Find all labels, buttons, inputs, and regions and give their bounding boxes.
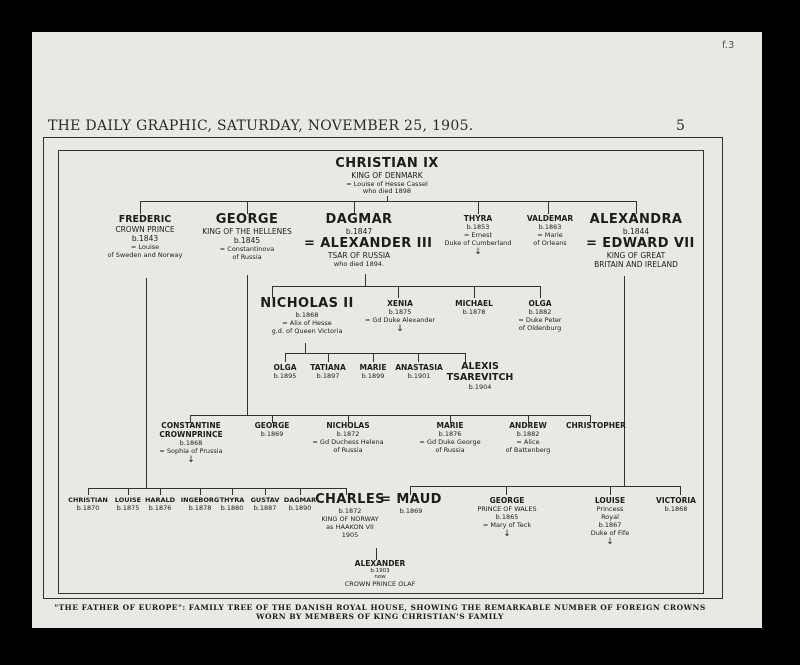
caption-line-2: WORN BY MEMBERS OF KING CHRISTIAN'S FAMILY (256, 612, 504, 621)
grand-duchess-anastasia (393, 363, 445, 380)
olga-ogdenburg (500, 299, 580, 332)
dagmar-line (365, 274, 366, 286)
alexandra-spouse-realm: BRITAIN AND IRELAND (594, 260, 678, 269)
george-greek-name: GEORGE (254, 421, 290, 430)
ch-drop-3 (373, 353, 374, 362)
valdemar-born: b.1863 (538, 223, 562, 231)
george-name: GEORGE (215, 212, 279, 227)
nicholas-spouse-note: g.d. of Queen Victoria (271, 327, 343, 335)
d-drop-1 (88, 488, 89, 495)
xenia-spouse: = Gd Duke Alexander (364, 316, 436, 324)
victoria-name: VICTORIA (656, 496, 696, 505)
frederic (95, 214, 195, 259)
gen1-bar (140, 201, 636, 202)
gen3-bar (285, 353, 465, 354)
root-spouse: = Louise of Hesse Cassel (346, 180, 428, 188)
corner-note: f.3 (722, 40, 735, 51)
xenia (350, 299, 450, 334)
ch-drop-2 (328, 353, 329, 362)
princess-victoria (650, 496, 702, 513)
frederic-title: CROWN PRINCE (115, 225, 175, 234)
charles-year: 1905 (341, 531, 359, 539)
nicholas-greek-name: NICHOLAS (326, 421, 370, 430)
d-drop-3 (160, 488, 161, 495)
alexis-title: TSAREVITCH (446, 372, 514, 383)
pow-name: GEORGE (489, 496, 525, 505)
xenia-name: XENIA (387, 299, 413, 308)
charles-name: CHARLES (315, 492, 385, 507)
olga-spouse-house: of Oldenburg (518, 324, 562, 332)
alexandra-spouse: = EDWARD VII (586, 236, 695, 251)
valdemar (515, 214, 585, 247)
valdemar-spouse-house: of Orleans (533, 239, 567, 247)
b-drop-3 (610, 486, 611, 495)
andrew-spouse: = Alice (516, 438, 540, 446)
louise-born: b.1867 (598, 521, 622, 529)
dk-louise (111, 496, 145, 512)
dagmar-spouse-title: TSAR OF RUSSIA (327, 251, 391, 260)
princess-louise (580, 496, 640, 547)
dagmar-born: b.1847 (345, 227, 373, 236)
dk-born: b.1880 (220, 504, 244, 512)
alexander-born: b.1903 (370, 568, 390, 574)
greek-bar (190, 415, 590, 416)
frederic-drop (140, 201, 141, 214)
prince-christopher (560, 421, 632, 430)
thyra-spouse-title: Duke of Cumberland (444, 239, 512, 247)
dk-name: LOUISE (114, 496, 142, 504)
nicholas-spouse: = Alix of Hesse (282, 319, 332, 327)
thyra-spouse: = Ernest (463, 231, 493, 239)
marie-greek-spouse-house: of Russia (435, 446, 465, 454)
marie-greek-name: MARIE (436, 421, 464, 430)
dk-born: b.1870 (76, 504, 100, 512)
george-born: b.1845 (233, 236, 261, 245)
constantine-title: CROWNPRINCE (159, 430, 223, 439)
constantine-born: b.1868 (179, 439, 203, 447)
louise-title-2: Royal (601, 513, 619, 521)
victoria-born: b.1868 (664, 505, 688, 513)
valdemar-spouse: = Marie (537, 231, 563, 239)
marie-greek-spouse: = Gd Duke George (419, 438, 481, 446)
michael-name: MICHAEL (455, 299, 493, 308)
dk-born: b.1887 (253, 504, 277, 512)
dk-harald (143, 496, 177, 512)
gen2-bar (272, 286, 540, 287)
b-drop-4 (680, 486, 681, 495)
british-bar (410, 486, 680, 487)
alexis-born: b.1904 (468, 383, 492, 391)
olga-born: b.1882 (528, 308, 552, 316)
michael (444, 299, 504, 316)
dk-name: HARALD (144, 496, 176, 504)
charles-born: b.1872 (338, 507, 362, 515)
thyra-name: THYRA (463, 214, 493, 223)
olga-drop (540, 286, 541, 298)
dk-born: b.1876 (148, 504, 172, 512)
george-spouse: = Constantinova (219, 245, 275, 253)
page-number: 5 (676, 118, 686, 134)
dk-name: THYRA (219, 496, 245, 504)
louise-name: LOUISE (594, 496, 626, 505)
louise-title: Princess (596, 505, 624, 513)
grand-duchess-tatiana (303, 363, 353, 380)
pow-title: PRINCE OF WALES (477, 505, 537, 513)
gd-born: b.1899 (361, 372, 385, 380)
pow-born: b.1865 (495, 513, 519, 521)
frederic-spouse-house: of Sweden and Norway (107, 251, 183, 259)
pow-arrow: ↓ (503, 529, 511, 539)
louise-arrow: ↓ (606, 537, 614, 547)
frederic-spouse: = Louise (130, 243, 160, 251)
constantine-name: CONSTANTINE (161, 421, 221, 430)
root-title: KING OF DENMARK (351, 171, 423, 180)
d-drop-5 (232, 488, 233, 495)
dk-born: b.1875 (116, 504, 140, 512)
frederic-born: b.1843 (131, 234, 159, 243)
alexis-name: ALEXIS (461, 361, 499, 372)
xenia-drop (398, 286, 399, 298)
alexander-note: now (374, 574, 386, 580)
constantine-spouse: = Sophia of Prussia (159, 447, 223, 455)
gd-name: MARIE (359, 363, 387, 372)
alexander-name: ALEXANDER (354, 559, 406, 568)
constantine (145, 421, 237, 465)
gd-name: ANASTASIA (395, 363, 443, 372)
d-drop-6 (265, 488, 266, 495)
dagmar-spouse-death: who died 1894. (333, 260, 385, 268)
dk-born: b.1890 (288, 504, 312, 512)
alexandra (586, 212, 695, 269)
dk-name: DAGMAR (283, 496, 317, 504)
maud-name: = MAUD (380, 492, 442, 507)
prince-george (247, 421, 297, 438)
michael-drop (474, 286, 475, 298)
alexandra-spouse-title: KING OF GREAT (606, 251, 666, 260)
george-greece (187, 212, 307, 261)
frederic-name: FREDERIC (118, 214, 172, 225)
dk-gustav (247, 496, 283, 512)
maud (380, 492, 442, 515)
dk-name: GUSTAV (250, 496, 280, 504)
d-drop-4 (200, 488, 201, 495)
george-prince-of-wales (460, 496, 554, 539)
charles-regnal: as HAAKON VII (326, 523, 374, 531)
dk-thyra (215, 496, 249, 512)
princess-marie (405, 421, 495, 454)
alexander-olaf (330, 559, 430, 588)
nicholas-name: NICHOLAS II (260, 296, 354, 311)
tsarevitch-alexis (440, 361, 520, 391)
masthead-title: THE DAILY GRAPHIC, SATURDAY, NOVEMBER 25, 1905. (48, 118, 474, 134)
ch-drop-1 (285, 353, 286, 362)
dk-born: b.1878 (188, 504, 212, 512)
olga-spouse: = Duke Peter (518, 316, 562, 324)
thyra (428, 214, 528, 257)
gd-name: OLGA (273, 363, 297, 372)
prince-nicholas (298, 421, 398, 454)
grand-duchess-marie (348, 363, 398, 380)
andrew-spouse-house: of Battenberg (505, 446, 551, 454)
george-spouse-house: of Russia (232, 253, 262, 261)
alexandra-line (624, 276, 625, 486)
louise-spouse: Duke of Fife (590, 529, 630, 537)
gd-born: b.1901 (407, 372, 431, 380)
thyra-arrow: ↓ (474, 247, 482, 257)
charles (310, 492, 390, 539)
prince-andrew (495, 421, 561, 454)
b-drop-2 (506, 486, 507, 495)
dk-name: CHRISTIAN (68, 496, 108, 504)
valdemar-name: VALDEMAR (526, 214, 574, 223)
root-stem (387, 196, 388, 202)
danish-bar (88, 488, 346, 489)
gd-name: TATIANA (310, 363, 346, 372)
valdemar-drop (548, 201, 549, 214)
thyra-born: b.1853 (466, 223, 490, 231)
dagmar (304, 212, 433, 268)
nicholas-born: b.1868 (295, 311, 319, 319)
ch-drop-4 (418, 353, 419, 362)
christopher-name: CHRISTOPHER (566, 421, 626, 430)
marie-greek-born: b.1876 (438, 430, 462, 438)
d-drop-2 (128, 488, 129, 495)
alexandra-name: ALEXANDRA (589, 212, 683, 227)
charles-title: KING OF NORWAY (321, 515, 379, 523)
nicholas-greek-born: b.1872 (336, 430, 360, 438)
nicholas-greek-spouse-house: of Russia (333, 446, 363, 454)
root-person (287, 156, 487, 195)
olga-name: OLGA (528, 299, 552, 308)
caption-line-1: "THE FATHER OF EUROPE": FAMILY TREE OF THE DANISH ROYAL HOUSE, SHOWING THE REMARKABLE NUMBER OF FOREIGN CROWNS (54, 603, 706, 612)
maud-born: b.1869 (399, 507, 423, 515)
xenia-born: b.1875 (388, 308, 412, 316)
gd-born: b.1895 (273, 372, 297, 380)
thyra-drop (478, 201, 479, 214)
nicholas-ii (247, 296, 367, 335)
dk-christian (63, 496, 113, 512)
d-drop-7 (300, 488, 301, 495)
xenia-arrow: ↓ (396, 324, 404, 334)
george-title: KING OF THE HELLENES (202, 227, 292, 236)
nicholas-greek-spouse: = Gd Duchess Helena (312, 438, 384, 446)
pow-spouse: = Mary of Teck (482, 521, 532, 529)
gd-born: b.1897 (316, 372, 340, 380)
andrew-born: b.1882 (516, 430, 540, 438)
michael-born: b.1878 (462, 308, 486, 316)
root-name: CHRISTIAN IX (335, 156, 439, 171)
nicholas-stem (305, 343, 306, 353)
root-death: who died 1898 (362, 187, 412, 195)
dagmar-spouse: = ALEXANDER III (304, 236, 433, 251)
george-greek-born: b.1869 (260, 430, 284, 438)
andrew-name: ANDREW (509, 421, 547, 430)
constantine-arrow: ↓ (187, 455, 195, 465)
alexandra-born: b.1844 (622, 227, 650, 236)
dagmar-name: DAGMAR (325, 212, 393, 227)
alexander-title: CROWN PRINCE OLAF (344, 580, 416, 588)
dk-name: INGEBORG (180, 496, 220, 504)
